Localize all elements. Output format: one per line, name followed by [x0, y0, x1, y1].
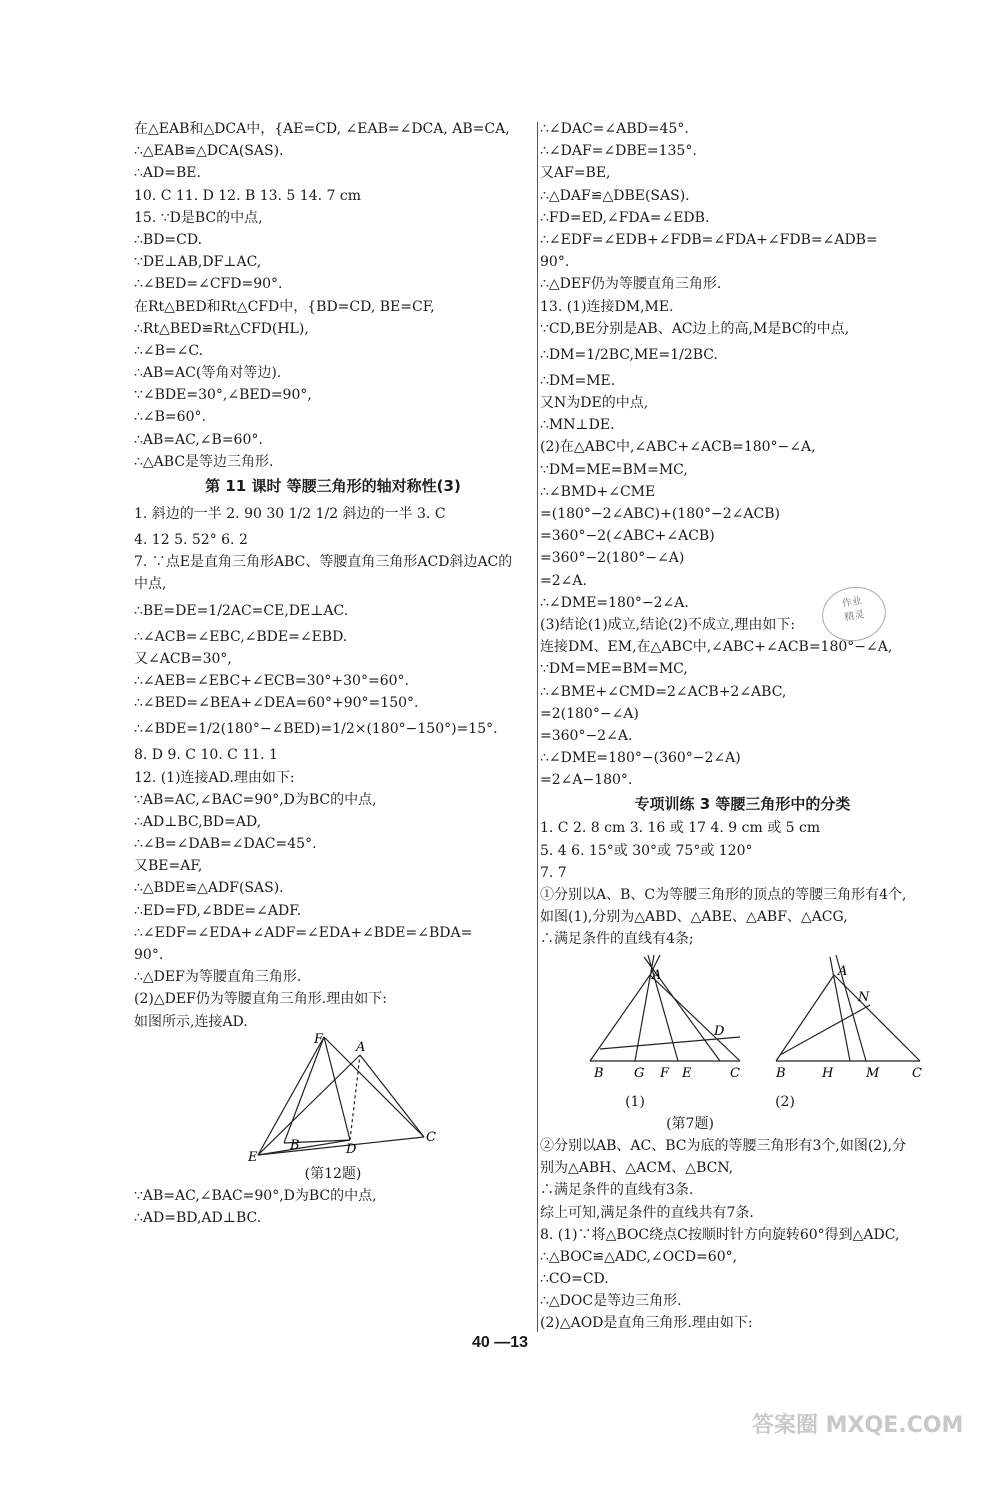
text-line: =2∠A.: [540, 572, 587, 589]
text-line: ∴∠BED=∠CFD=90°.: [134, 276, 283, 293]
text-line: =2(180°−∠A): [540, 705, 639, 722]
fig7-2-label-A: A: [838, 963, 848, 979]
figure-12: [134, 1033, 532, 1163]
text-line: ∴DM=1/2BC,ME=1/2BC.: [540, 346, 718, 363]
fig7-2-label-M: M: [866, 1065, 880, 1081]
text-line: ∴AD=BE.: [134, 165, 201, 182]
text-line: =(180°−2∠ABC)+(180°−2∠ACB): [540, 506, 780, 522]
text-line: 在Rt△BED和Rt△CFD中，{BD=CD, BE=CF,: [134, 298, 435, 315]
text-line: ∴∠DME=180°−(360°−2∠A): [540, 750, 741, 767]
text-line: ∵DM=ME=BM=MC,: [540, 461, 688, 478]
text-line: 7. ∵点E是直角三角形ABC、等腰直角三角形ACD斜边AC的: [134, 554, 513, 571]
text-line: 中点,: [134, 576, 167, 593]
text-line: ∴∠EDF=∠EDB+∠FDB=∠FDA+∠FDB=∠ADB=: [540, 231, 878, 248]
triangle-figures-7: [540, 951, 945, 1091]
text-line: ∴满足条件的直线有4条;: [540, 931, 694, 948]
text-line: ∴∠BME+∠CMD=2∠ACB+2∠ABC,: [540, 683, 787, 700]
text-line: ∵∠BDE=30°,∠BED=90°,: [134, 387, 312, 404]
text-line: ∴∠DAF=∠DBE=135°.: [540, 143, 697, 160]
text-line: ∴ED=FD,∠BDE=∠ADF.: [134, 902, 302, 919]
text-line: ∴∠B=∠C.: [134, 342, 204, 359]
text-line: (2)在△ABC中,∠ABC+∠ACB=180°−∠A,: [540, 439, 816, 456]
text-line: ∴AD=BD,AD⊥BC.: [134, 1210, 262, 1227]
text-line: 又N为DE的中点,: [540, 395, 649, 412]
text-line: ∵CD,BE分别是AB、AC边上的高,M是BC的中点,: [540, 320, 850, 337]
text-line: ∴∠DAC=∠ABD=45°.: [540, 121, 689, 137]
text-line: 13. (1)连接DM,ME.: [540, 298, 674, 315]
text-line: 又BE=AF,: [134, 858, 203, 875]
fig7-1-label-E: E: [682, 1065, 692, 1081]
figure-7-2-caption: (2): [775, 1093, 795, 1110]
text-line: ∴△DEF为等腰直角三角形.: [134, 969, 302, 986]
text-line: =360°−2(∠ABC+∠ACB): [540, 528, 715, 545]
text-line: ∴∠ACB=∠EBC,∠BDE=∠EBD.: [134, 628, 348, 645]
fig12-label-E: E: [248, 1149, 258, 1163]
fig12-label-A: A: [356, 1039, 366, 1055]
text-line: ∴MN⊥DE.: [540, 417, 615, 434]
text-line: ∴∠B=∠DAB=∠DAC=45°.: [134, 836, 317, 853]
section-title-2: 专项训练 3 等腰三角形中的分类: [634, 795, 851, 814]
fig7-2-label-C: C: [912, 1065, 922, 1081]
text-line: (2)△DEF仍为等腰直角三角形.理由如下:: [134, 991, 387, 1008]
text-line: (3)结论(1)成立,结论(2)不成立,理由如下:: [540, 616, 796, 633]
text-line: ∴∠BMD+∠CME: [540, 483, 656, 500]
site-watermark: 答案圈 MXQE.COM: [752, 1413, 964, 1438]
figure-12-caption: (第12题): [304, 1165, 362, 1182]
text-line: ∴AB=AC(等角对等边).: [134, 365, 282, 382]
text-line: 8. (1)∵将△BOC绕点C按顺时针方向旋转60°得到△ADC,: [540, 1226, 900, 1243]
text-line: ∴△BOC≌△ADC,∠OCD=60°,: [540, 1248, 738, 1265]
text-line: 连接DM、EM,在△ABC中,∠ABC+∠ACB=180°−∠A,: [540, 639, 893, 656]
text-line: ∵DM=ME=BM=MC,: [540, 661, 688, 678]
text-line: ∴△DEF仍为等腰直角三角形.: [540, 276, 722, 293]
text-line: 在△EAB和△DCA中，{AE=CD, ∠EAB=∠DCA, AB=CA,: [134, 121, 510, 137]
fig7-1-label-B: B: [594, 1065, 604, 1081]
fig7-1-label-A: A: [652, 967, 662, 983]
text-line: ∴FD=ED,∠FDA=∠EDB.: [540, 209, 710, 226]
text-line: ∴△DOC是等边三角形.: [540, 1293, 682, 1310]
text-line: ∴△BDE≌△ADF(SAS).: [134, 880, 284, 897]
text-line: ∴CO=CD.: [540, 1271, 609, 1288]
text-line: =360°−2∠A.: [540, 727, 633, 744]
fig7-1-label-F: F: [660, 1065, 670, 1081]
left-column: [134, 118, 532, 1229]
text-line: ∴AD⊥BC,BD=AD,: [134, 813, 262, 830]
fig7-2-label-N: N: [858, 989, 870, 1005]
text-line: ∴△DAF≌△DBE(SAS).: [540, 187, 690, 204]
text-line: ∴△EAB≌△DCA(SAS).: [134, 143, 284, 160]
text-line: 别为△ABH、△ACM、△BCN,: [540, 1160, 734, 1177]
text-line: ①分别以A、B、C为等腰三角形的顶点的等腰三角形有4个,: [540, 887, 907, 903]
text-line: ∵DE⊥AB,DF⊥AC,: [134, 254, 262, 271]
text-line: (2)△AOD是直角三角形.理由如下:: [540, 1315, 753, 1332]
text-line: ∵AB=AC,∠BAC=90°,D为BC的中点,: [134, 791, 377, 808]
text-line: 又∠ACB=30°,: [134, 650, 232, 667]
text-line: ∴∠BDE=1/2(180°−∠BED)=1/2×(180°−150°)=15°.: [134, 721, 498, 738]
text-line: ②分别以AB、AC、BC为底的等腰三角形有3个,如图(2),分: [540, 1137, 907, 1154]
figure-7: [540, 951, 945, 1091]
triangle-figure-12: [134, 1033, 532, 1163]
text-line: 如图所示,连接AD.: [134, 1013, 248, 1030]
text-line: ∴满足条件的直线有3条.: [540, 1182, 694, 1199]
text-line: ∴∠DME=180°−2∠A.: [540, 594, 689, 611]
text-line: ∴∠EDF=∠EDA+∠ADF=∠EDA+∠BDE=∠BDA=: [134, 924, 473, 941]
text-line: ∴∠AEB=∠EBC+∠ECB=30°+30°=60°.: [134, 672, 409, 689]
fig7-2-label-B: B: [776, 1065, 786, 1081]
text-line: 5. 4 6. 15°或 30°或 75°或 120°: [540, 842, 753, 859]
text-line: ∴∠B=60°.: [134, 409, 206, 426]
text-line: 90°.: [540, 254, 570, 271]
text-line: ∵AB=AC,∠BAC=90°,D为BC的中点,: [134, 1187, 377, 1204]
fig12-label-C: C: [426, 1129, 436, 1145]
fig7-2-label-H: H: [822, 1065, 834, 1081]
page-number: 40 —13: [471, 1334, 529, 1351]
figure-7-caption: (第7题): [666, 1115, 714, 1132]
text-line: 综上可知,满足条件的直线共有7条.: [540, 1204, 754, 1221]
fig7-1-label-C: C: [730, 1065, 740, 1081]
fig12-label-B: B: [290, 1137, 300, 1153]
text-line: 8. D 9. C 10. C 11. 1: [134, 747, 278, 764]
text-line: 15. ∵D是BC的中点,: [134, 209, 263, 226]
fig12-label-D: D: [346, 1141, 357, 1157]
fig12-label-F: F: [314, 1032, 324, 1047]
text-line: 又AF=BE,: [540, 165, 611, 182]
column-divider: [537, 122, 538, 1332]
text-line: ∴BE=DE=1/2AC=CE,DE⊥AC.: [134, 602, 349, 619]
text-line: 12. (1)连接AD.理由如下:: [134, 769, 295, 786]
text-line: ∴BD=CD.: [134, 231, 203, 248]
text-line: ∴∠BED=∠BEA+∠DEA=60°+90°=150°.: [134, 695, 419, 712]
fig7-1-label-D: D: [714, 1023, 725, 1039]
text-line: 90°.: [134, 947, 164, 963]
text-line: =2∠A−180°.: [540, 772, 633, 789]
text-line: =360°−2(180°−∠A): [540, 550, 685, 567]
stamp-text-2: 精灵: [843, 609, 866, 624]
text-line: ∴Rt△BED≌Rt△CFD(HL),: [134, 320, 309, 337]
stamp-text-1: 作业: [841, 595, 863, 610]
text-line: ∴△ABC是等边三角形.: [134, 453, 274, 470]
right-column: [540, 118, 945, 1335]
text-line: 1. C 2. 8 cm 3. 16 或 17 4. 9 cm 或 5 cm: [540, 820, 821, 837]
text-line: 如图(1),分别为△ABD、△ABE、△ABF、△ACG,: [540, 909, 848, 926]
text-line: ∴AB=AC,∠B=60°.: [134, 431, 263, 448]
text-line: 10. C 11. D 12. B 13. 5 14. 7 cm: [134, 187, 361, 204]
figure-7-1-caption: (1): [625, 1093, 645, 1110]
text-line: 7. 7: [540, 864, 567, 881]
text-line: 1. 斜边的一半 2. 90 30 1/2 1/2 斜边的一半 3. C: [134, 506, 446, 522]
fig7-1-label-G: G: [634, 1065, 645, 1081]
text-line: ∴DM=ME.: [540, 372, 616, 389]
section-title: 第 11 课时 等腰三角形的轴对称性(3): [205, 477, 461, 495]
text-line: 4. 12 5. 52° 6. 2: [134, 532, 248, 548]
